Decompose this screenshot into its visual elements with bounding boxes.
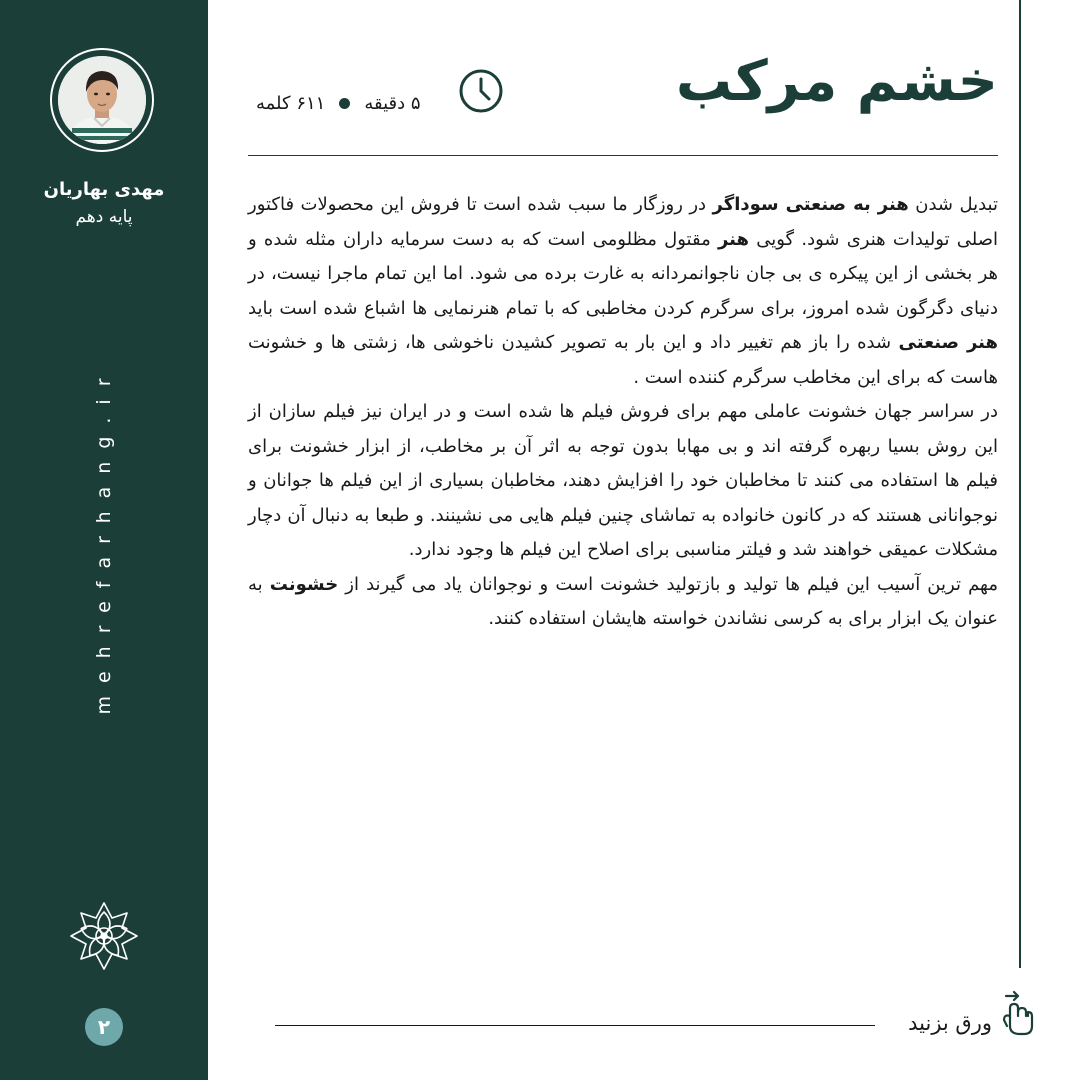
- author-grade: پایه دهم: [75, 207, 133, 227]
- text-run: مهم ترین آسیب این فیلم ها تولید و بازتولید خشونت است و نوجوانان یاد می گیرند از: [338, 573, 998, 595]
- author-name: مهدی بهاریان: [43, 179, 165, 200]
- header-divider: [248, 155, 998, 156]
- avatar: [58, 56, 146, 144]
- article-paragraph: [248, 395, 998, 568]
- right-border-line: [1019, 0, 1021, 968]
- text-run: مقتول مظلومی است که به دست سرمایه داران مثله شده و هر بخشی از این پیکره ی بی جان ناجوانمردانه به غارت برده می شود. اما این تمام ماجرا نیست، در دنیای دگرگون شده امروز، برای سرگرم کردن مخاطبی که با تمام هنرنمایی ها اشباع شده است باید: [248, 228, 998, 319]
- page-number-badge: ۲: [85, 1008, 123, 1046]
- emblem-logo: [66, 898, 142, 974]
- bold-phrase: هنر به صنعتی سوداگر: [712, 194, 909, 215]
- bold-phrase: هنر: [717, 228, 749, 250]
- text-run: تبدیل شدن: [908, 194, 998, 215]
- article-paragraph: [248, 188, 998, 395]
- text-run: به عنوان یک ابزار برای به کرسی نشاندن خواسته هایشان استفاده کنند.: [248, 573, 998, 629]
- text-run: در سراسر جهان خشونت عاملی مهم برای فروش فیلم ها شده است و در ایران نیز فیلم سازان از این روش بسیا ربهره گرفته اند و بی مهابا بدون توجه به اثر آن بر مخاطب، از ابزار خشونت برای فیلم ها استفاده می کنند تا مخاطبان خود را افزایش دهند، مخاطبان بسیاری از این فیلم ها جوانان و نوجوانانی هستند که در کانون خانواده به تماشای چنین فیلم هایی می نشینند. و طبعا به دنبال آن دچار مشکلات عمیقی خواهند شد و فیلتر مناسبی برای اصلاح این فیلم ها وجود ندارد.: [248, 401, 998, 560]
- author-info: [20, 176, 188, 230]
- read-time: ۵ دقیقه: [364, 92, 421, 114]
- swipe-hand-icon[interactable]: [998, 986, 1038, 1038]
- text-run: شده را باز هم تغییر داد و این بار به تصویر کشیدن ناخوشی ها، زشتی ها و خشونت هاست که برای این مخاطب سرگرم کننده است .: [248, 332, 998, 388]
- bold-phrase: هنر صنعتی: [898, 332, 998, 353]
- article-paragraph: [248, 568, 998, 637]
- text-run: در روزگار ما سبب شده است تا فروش این محصولات فاکتور اصلی تولیدات هنری شود. گویی: [248, 194, 999, 250]
- bold-phrase: خشونت: [269, 573, 339, 595]
- sidebar: [0, 0, 208, 1080]
- article-body: [248, 188, 998, 637]
- reading-meta: [256, 86, 421, 120]
- clock-icon: [458, 68, 504, 114]
- footer-divider: [275, 1025, 875, 1026]
- article-title: خشم مرکب: [675, 49, 998, 114]
- word-count: ۶۱۱ کلمه: [256, 92, 326, 114]
- swipe-hint[interactable]: ورق بزنید: [908, 1011, 992, 1035]
- avatar-frame: [50, 48, 154, 152]
- separator-dot: [339, 98, 350, 109]
- website-url[interactable]: mehrefarhang.ir: [93, 365, 115, 715]
